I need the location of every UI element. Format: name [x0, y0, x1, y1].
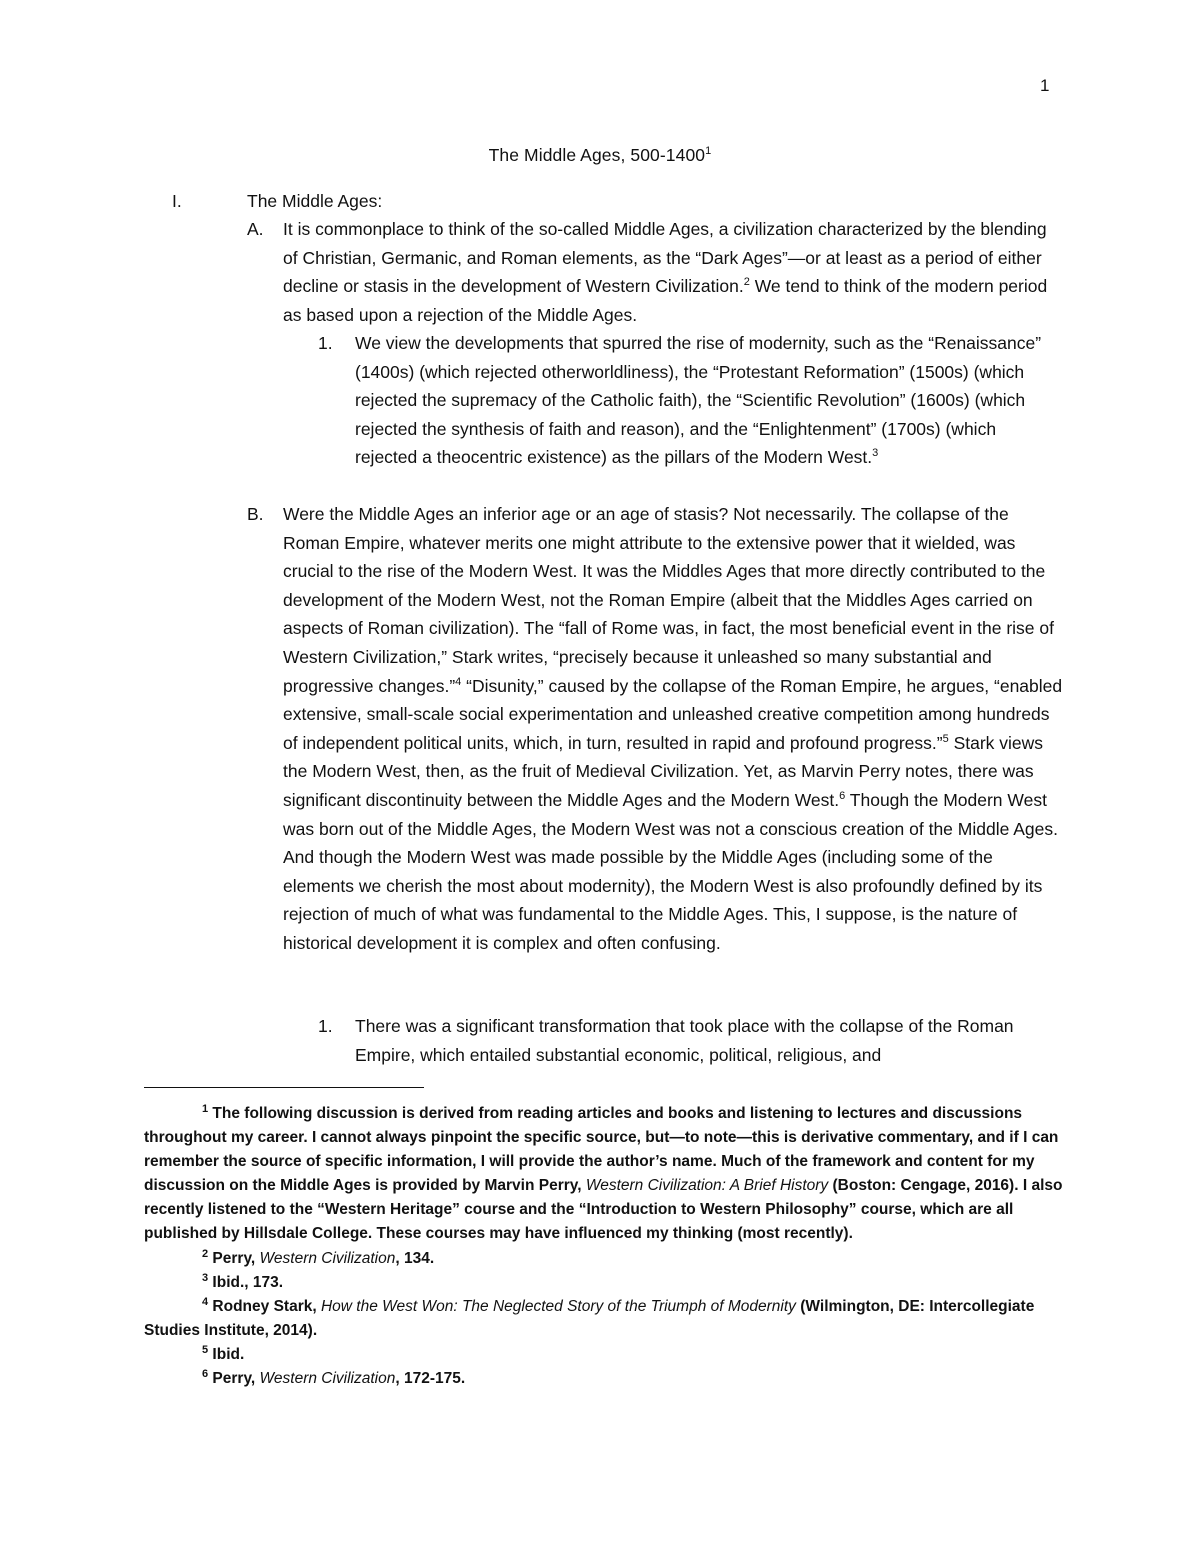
- item-a1-text: We view the developments that spurred the rise of modernity, such as the “Renaissance” (1400s) (which rejected otherworldliness), the “Protestant Reformation” (1500s) (which rejected the supremacy of the Catholic faith), the “Scientific Revolution” (1600s) (which rejected the synthesis of faith and reason), and the “Enlightenment” (1700s) (which rejected a theocentric existence) as the pillars of the Modern West.: [355, 333, 1042, 468]
- footnote-5-text: Ibid.: [208, 1345, 245, 1363]
- title-text: The Middle Ages, 500-1400: [488, 145, 706, 165]
- footnote-1-text: The following discussion is derived from reading articles and books and listening to lectures and discussions throughout my career. I cannot always pinpoint the specific source, but—to note—this is derivative commentary, and if I can remember the source of specific information, I will provide the author’s name. Much of the framework and content for my discussion on the Middle Ages is provided by Marvin Perry,: [144, 1105, 1059, 1195]
- item-a-paragraph: [283, 215, 1063, 329]
- footnote-6-number: 6: [202, 1367, 209, 1380]
- footnote-4-author: Rodney Stark,: [208, 1297, 321, 1315]
- item-b1-paragraph: [355, 1012, 1055, 1069]
- footnote-2-number: 2: [202, 1247, 209, 1260]
- item-b-text-4: Though the Modern West was born out of the Middle Ages, the Modern West was not a conscious creation of the Middle Ages. And though the Modern West was made possible by the Middle Ages (including some of the elements we cherish the most about modernity), the Modern West is also profoundly defined by its rejection of much of what was fundamental to the Middle Ages. This, I suppose, is the nature of historical development it is complex and often confusing.: [283, 789, 1058, 953]
- footnote-2-page: , 134.: [395, 1249, 435, 1267]
- footnote-1-number: 1: [202, 1102, 209, 1115]
- footnote-4: [144, 1295, 1064, 1343]
- footnote-ref-3: 3: [872, 447, 879, 460]
- item-a-text-cont: We tend to think of the modern period as based upon a rejection of the Middle Ages.: [283, 276, 1048, 325]
- footnote-4-book-title: How the West Won: The Neglected Story of the Triumph of Modernity: [320, 1297, 796, 1315]
- footnotes: [144, 1102, 1064, 1391]
- footnote-3-number: 3: [202, 1271, 209, 1284]
- footnote-1-book-title: Western Civilization: A Brief History: [585, 1177, 829, 1195]
- footnote-separator: [144, 1087, 424, 1088]
- item-a-marker: A.: [247, 219, 264, 239]
- footnote-2: [144, 1247, 1064, 1271]
- footnote-ref-2: 2: [743, 276, 750, 289]
- footnote-4-publication: (Wilmington, DE: Intercollegiate Studies Institute, 2014).: [144, 1297, 1035, 1339]
- item-b1-text: There was a significant transformation that took place with the collapse of the Roman Empire, which entailed substantial economic, political, religious, and: [355, 1016, 1014, 1065]
- footnote-3-text: Ibid., 173.: [208, 1273, 284, 1291]
- item-a1-paragraph: [355, 329, 1055, 472]
- item-b-marker: B.: [247, 504, 264, 524]
- item-b1-marker: 1.: [318, 1016, 333, 1036]
- item-b-text-3: Stark views the Modern West, then, as the fruit of Medieval Civilization. Yet, as Marvin Perry notes, there was significant discontinuity between the Middle Ages and the Modern West.: [283, 732, 1044, 810]
- section-heading: The Middle Ages:: [247, 191, 383, 211]
- item-b-text: Were the Middle Ages an inferior age or an age of stasis? Not necessarily. The collapse of the Roman Empire, whatever merits one might attribute to the extensive power that it wielded, was crucial to the rise of the Modern West. It was the Middles Ages that more directly contributed to the development of the Modern West, not the Roman Empire (albeit that the Middles Ages carried on aspects of Roman civilization). The “fall of Rome was, in fact, the most beneficial event in the rise of Western Civilization,” Stark writes, “precisely because it unleashed so many substantial and progressive changes.”: [283, 504, 1054, 696]
- footnote-ref-1: 1: [705, 145, 712, 158]
- footnote-2-author: Perry,: [208, 1249, 260, 1267]
- footnote-6: [144, 1367, 1064, 1391]
- section-marker: I.: [172, 191, 182, 211]
- item-a1-marker: 1.: [318, 333, 333, 353]
- footnote-1: [144, 1102, 1064, 1247]
- footnote-ref-4: 4: [455, 675, 462, 688]
- footnote-6-pages: , 172-175.: [395, 1370, 466, 1388]
- item-b-paragraph: [283, 500, 1063, 958]
- footnote-ref-5: 5: [942, 732, 949, 745]
- footnote-5: [144, 1343, 1064, 1367]
- footnote-4-number: 4: [202, 1295, 209, 1308]
- footnote-5-number: 5: [202, 1343, 209, 1356]
- item-b-text-2: “Disunity,” caused by the collapse of the Roman Empire, he argues, “enabled extensive, small-scale social experimentation and unleashed creative competition among hundreds of independent political units, which, in turn, resulted in rapid and profound progress.”: [283, 675, 1063, 753]
- footnote-2-book-title: Western Civilization: [259, 1249, 396, 1267]
- page-number: 1: [1040, 76, 1050, 95]
- footnote-6-book-title: Western Civilization: [259, 1370, 396, 1388]
- document-title: [0, 145, 1200, 166]
- item-a-text: It is commonplace to think of the so-called Middle Ages, a civilization characterized by the blending of Christian, Germanic, and Roman elements, as the “Dark Ages”—or at least as a period of either decline or stasis in the development of Western Civilization.: [283, 219, 1047, 297]
- footnote-1-text-cont: (Boston: Cengage, 2016). I also recently listened to the “Western Heritage” course and the “Introduction to Western Philosophy” course, which are all published by Hillsdale College. These courses may have influenced my thinking (most recently).: [144, 1177, 1063, 1243]
- footnote-6-author: Perry,: [208, 1370, 260, 1388]
- footnote-ref-6: 6: [839, 790, 846, 803]
- footnote-3: [144, 1271, 1064, 1295]
